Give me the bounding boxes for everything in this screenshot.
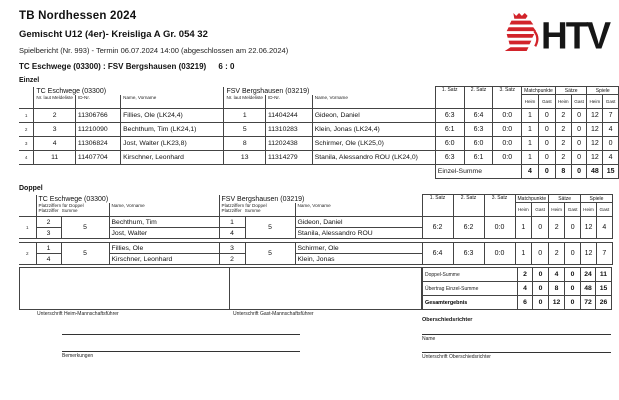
col-name-guest: Name, Vorname [312,95,435,109]
home-id: 11306766 [75,109,120,123]
referee-signature-label: Unterschrift Oberschiedsrichter [422,354,491,360]
mp-heim-label: Heim [515,203,532,217]
home-signature-field [20,268,230,309]
row-index: 1 [19,109,34,123]
guest-name: Klein, Jonas (LK24,4) [312,123,435,137]
col-nr-home: Nr. laut Meldeliste [34,95,76,109]
doppel-header-row-2 [19,203,612,217]
sum-saetze-heim: 8 [555,165,571,179]
set2-score: 6:3 [453,243,484,265]
guest-nr: 1 [224,109,266,123]
einzel-sum-row [19,165,619,179]
report-meta-line: Spielbericht (Nr. 993) - Termin 06.07.2024 14:00 (abgeschlossen am 22.06.2024) [19,46,289,55]
summe-label: Summe [61,207,78,213]
set1-score: 6:3 [435,109,464,123]
val: 24 [581,268,596,282]
home-nr: 3 [34,123,76,137]
sum-spiele-gast: 15 [603,165,619,179]
val: 0 [565,268,581,282]
guest-platzziffer: 4 [219,228,245,239]
doppel-summe-label: Doppel-Summe [423,268,518,282]
sum-spiele-heim: 48 [587,165,603,179]
row-index: 3 [19,137,34,151]
uebertrag-label: Übertrag Einzel-Summe [423,282,518,296]
doppel-table [19,194,613,265]
einzel-row [19,151,619,165]
league-subtitle: Gemischt U12 (4er)- Kreisliga A Gr. 054 32 [19,29,208,40]
guest-id: 11202438 [265,137,312,151]
home-summe: 5 [61,243,109,265]
platzziffer-label: Platzziffer [38,207,59,213]
guest-name: Klein, Jonas [295,254,422,265]
saetze-heim: 2 [549,217,565,239]
col-satz1: 1. Satz [422,195,453,217]
saetze-gast: 0 [571,109,587,123]
set1-score: 6:1 [435,123,464,137]
guest-name: Schirmer, Ole (LK25,0) [312,137,435,151]
val: 72 [581,296,596,310]
htv-lion-icon [501,12,539,59]
sp-gast-label: Gast [596,203,612,217]
spiele-gast: 4 [596,217,612,239]
val: 26 [596,296,612,310]
doppel-header-row-1 [19,195,612,203]
col-satz1: 1. Satz [435,87,464,109]
guest-nr: 8 [224,137,266,151]
guest-id: 11314279 [265,151,312,165]
summe-label: Summe [244,207,261,213]
referee-name-label: Name [422,336,436,342]
einzel-row [19,109,619,123]
guest-nr: 5 [224,123,266,137]
col-saetze: Sätze [555,87,587,95]
signature-box [19,267,422,310]
totals-and-referee [422,267,611,360]
val: 0 [533,296,549,310]
doppel-group-row [19,243,612,254]
spiele-gast: 4 [603,123,619,137]
mp-heim: 1 [522,137,539,151]
sum-mp-gast: 0 [538,165,555,179]
guest-team-header: FSV Bergshausen (03219) [224,87,435,95]
saetze-gast: 0 [565,217,581,239]
einzel-sum-label: Einzel-Summe [435,165,521,179]
home-id: 11407704 [75,151,120,165]
spiele-gast: 0 [603,137,619,151]
spiele-gast: 4 [603,151,619,165]
spiele-heim: 12 [581,217,597,239]
saetze-gast: 0 [571,151,587,165]
spiele-heim: 12 [581,243,597,265]
einzel-header-row-2 [19,95,619,109]
col-satz3: 3. Satz [493,87,522,109]
col-satz2: 2. Satz [453,195,484,217]
set3-score: 0:0 [493,137,522,151]
home-platzziffer: 1 [36,243,61,254]
set3-score: 0:0 [493,151,522,165]
home-platzziffer: 2 [36,217,61,228]
home-name: Fillies, Ole (LK24,4) [121,109,224,123]
guest-platzziffer: 3 [219,243,245,254]
val: 0 [533,282,549,296]
sz-gast-label: Gast [565,203,581,217]
sp-heim-label: Heim [581,203,597,217]
home-id: 11306824 [75,137,120,151]
val: 0 [565,296,581,310]
home-nr: 2 [34,109,76,123]
spiele-heim: 12 [587,109,603,123]
sp-gast-label: Gast [603,95,619,109]
guest-summe: 5 [245,217,295,239]
set3-score: 0:0 [493,123,522,137]
set3-score: 0:0 [484,243,515,265]
home-platzziffer: 3 [36,228,61,239]
home-id: 11210090 [75,123,120,137]
col-satz3: 3. Satz [484,195,515,217]
match-result-line [19,62,619,71]
sz-heim-label: Heim [549,203,565,217]
row-index: 4 [19,151,34,165]
platzziffern-label: Platzziffern für Doppel [221,202,267,208]
bottom-section [19,267,611,360]
saetze-heim: 2 [555,109,571,123]
set3-score: 0:0 [484,217,515,239]
mp-gast-label: Gast [532,203,549,217]
home-team-header: TC Eschwege (03300) [34,87,224,95]
einzel-table [19,86,619,179]
spiele-heim: 12 [587,137,603,151]
col-id-guest: ID-Nr. [265,95,312,109]
totals-row [423,282,612,296]
set1-score: 6:4 [422,243,453,265]
remarks-label: Bemerkungen [62,353,94,359]
einzel-header-row-1 [19,87,619,95]
guest-name: Stanila, Alessandro ROU [295,228,422,239]
totals-table [422,267,612,310]
spiele-gast: 7 [603,109,619,123]
sp-heim-label: Heim [587,95,603,109]
spiele-gast: 7 [596,243,612,265]
col-name-home: Name, Vorname [121,95,224,109]
mp-heim: 1 [515,217,532,239]
col-platzziffern-guest [219,203,295,217]
home-name: Bechthum, Tim [109,217,219,228]
mp-heim: 1 [522,123,539,137]
val: 15 [596,282,612,296]
set2-score: 6:2 [453,217,484,239]
col-spiele: Spiele [581,195,613,203]
set2-score: 6:1 [464,151,493,165]
set2-score: 6:3 [464,123,493,137]
saetze-gast: 0 [571,123,587,137]
val: 12 [549,296,565,310]
col-matchpunkte: Matchpunkte [515,195,549,203]
col-platzziffern-home [36,203,109,217]
home-signature-label: Unterschrift Heim-Mannschaftsführer [37,311,119,317]
row-index: 2 [19,123,34,137]
home-summe: 5 [61,217,109,239]
home-name: Jost, Walter [109,228,219,239]
val: 2 [518,268,533,282]
referee-title: Oberschiedsrichter [422,317,473,323]
einzel-row [19,137,619,151]
guest-signature-label: Unterschrift Gast-Mannschaftsführer [233,311,314,317]
doppel-group-row [19,217,612,228]
totals-row [423,268,612,282]
val: 4 [549,268,565,282]
guest-name: Schirmer, Ole [295,243,422,254]
val: 4 [518,282,533,296]
sum-saetze-gast: 0 [571,165,587,179]
col-satz2: 2. Satz [464,87,493,109]
platzziffer-label: Platzziffer [221,207,242,213]
guest-name: Gideon, Daniel [295,217,422,228]
saetze-gast: 0 [565,243,581,265]
einzel-section-label: Einzel [19,77,40,84]
sum-mp-heim: 4 [522,165,539,179]
remarks-line-2 [62,335,300,352]
remarks-line-1 [62,319,300,335]
val: 48 [581,282,596,296]
guest-name: Gideon, Daniel [312,109,435,123]
htv-logo-text: HTV [541,14,609,57]
signature-area [19,267,422,360]
col-name-home: Name, Vorname [109,203,219,217]
saetze-gast: 0 [571,137,587,151]
group-index: 2 [19,243,36,265]
col-matchpunkte: Matchpunkte [522,87,556,95]
home-name: Bechthum, Tim (LK24,1) [121,123,224,137]
mp-gast: 0 [538,137,555,151]
saetze-heim: 2 [549,243,565,265]
totals-row [423,296,612,310]
guest-team-header: FSV Bergshausen (03219) [219,195,422,203]
home-name: Jost, Walter (LK23,8) [121,137,224,151]
guest-platzziffer: 2 [219,254,245,265]
guest-platzziffer: 1 [219,217,245,228]
sz-heim-label: Heim [555,95,571,109]
saetze-heim: 2 [555,123,571,137]
mp-heim: 1 [515,243,532,265]
guest-id: 11310283 [265,123,312,137]
home-name: Kirschner, Leonhard [109,254,219,265]
match-result: 6 : 0 [218,62,235,71]
set1-score: 6:0 [435,137,464,151]
home-platzziffer: 4 [36,254,61,265]
home-name: Fillies, Ole [109,243,219,254]
htv-logo [501,12,609,59]
set1-score: 6:2 [422,217,453,239]
mp-gast: 0 [538,109,555,123]
spiele-heim: 12 [587,151,603,165]
col-id-home: ID-Nr. [75,95,120,109]
val: 0 [533,268,549,282]
val: 11 [596,268,612,282]
referee-name-line [422,323,611,335]
group-index: 1 [19,217,36,239]
guest-name: Stanila, Alessandro ROU (LK24,0) [312,151,435,165]
mp-gast-label: Gast [538,95,555,109]
home-name: Kirschner, Leonhard [121,151,224,165]
saetze-heim: 2 [555,151,571,165]
spiele-heim: 12 [587,123,603,137]
mp-heim: 1 [522,151,539,165]
einzel-row [19,123,619,137]
mp-gast: 0 [538,151,555,165]
col-spiele: Spiele [587,87,619,95]
set2-score: 6:0 [464,137,493,151]
col-saetze: Sätze [549,195,581,203]
guest-summe: 5 [245,243,295,265]
page-title: TB Nordhessen 2024 [19,10,137,22]
val: 6 [518,296,533,310]
doppel-section-label: Doppel [19,185,43,192]
guest-id: 11404244 [265,109,312,123]
mp-heim: 1 [522,109,539,123]
match-teams: TC Eschwege (03300) : FSV Bergshausen (03219) [19,62,207,71]
guest-nr: 13 [224,151,266,165]
col-nr-guest: Nr. laut Meldeliste [224,95,266,109]
mp-gast: 0 [532,217,549,239]
home-nr: 11 [34,151,76,165]
platzziffern-label: Platzziffern für Doppel [38,202,84,208]
set2-score: 6:4 [464,109,493,123]
home-nr: 4 [34,137,76,151]
val: 8 [549,282,565,296]
col-name-guest: Name, Vorname [295,203,422,217]
mp-gast: 0 [532,243,549,265]
set1-score: 6:3 [435,151,464,165]
set3-score: 0:0 [493,109,522,123]
gesamtergebnis-label: Gesamtergebnis [423,296,518,310]
sz-gast-label: Gast [571,95,587,109]
val: 0 [565,282,581,296]
referee-signature-line [422,342,611,353]
saetze-heim: 2 [555,137,571,151]
mp-gast: 0 [538,123,555,137]
home-team-header: TC Eschwege (03300) [36,195,219,203]
mp-heim-label: Heim [522,95,539,109]
